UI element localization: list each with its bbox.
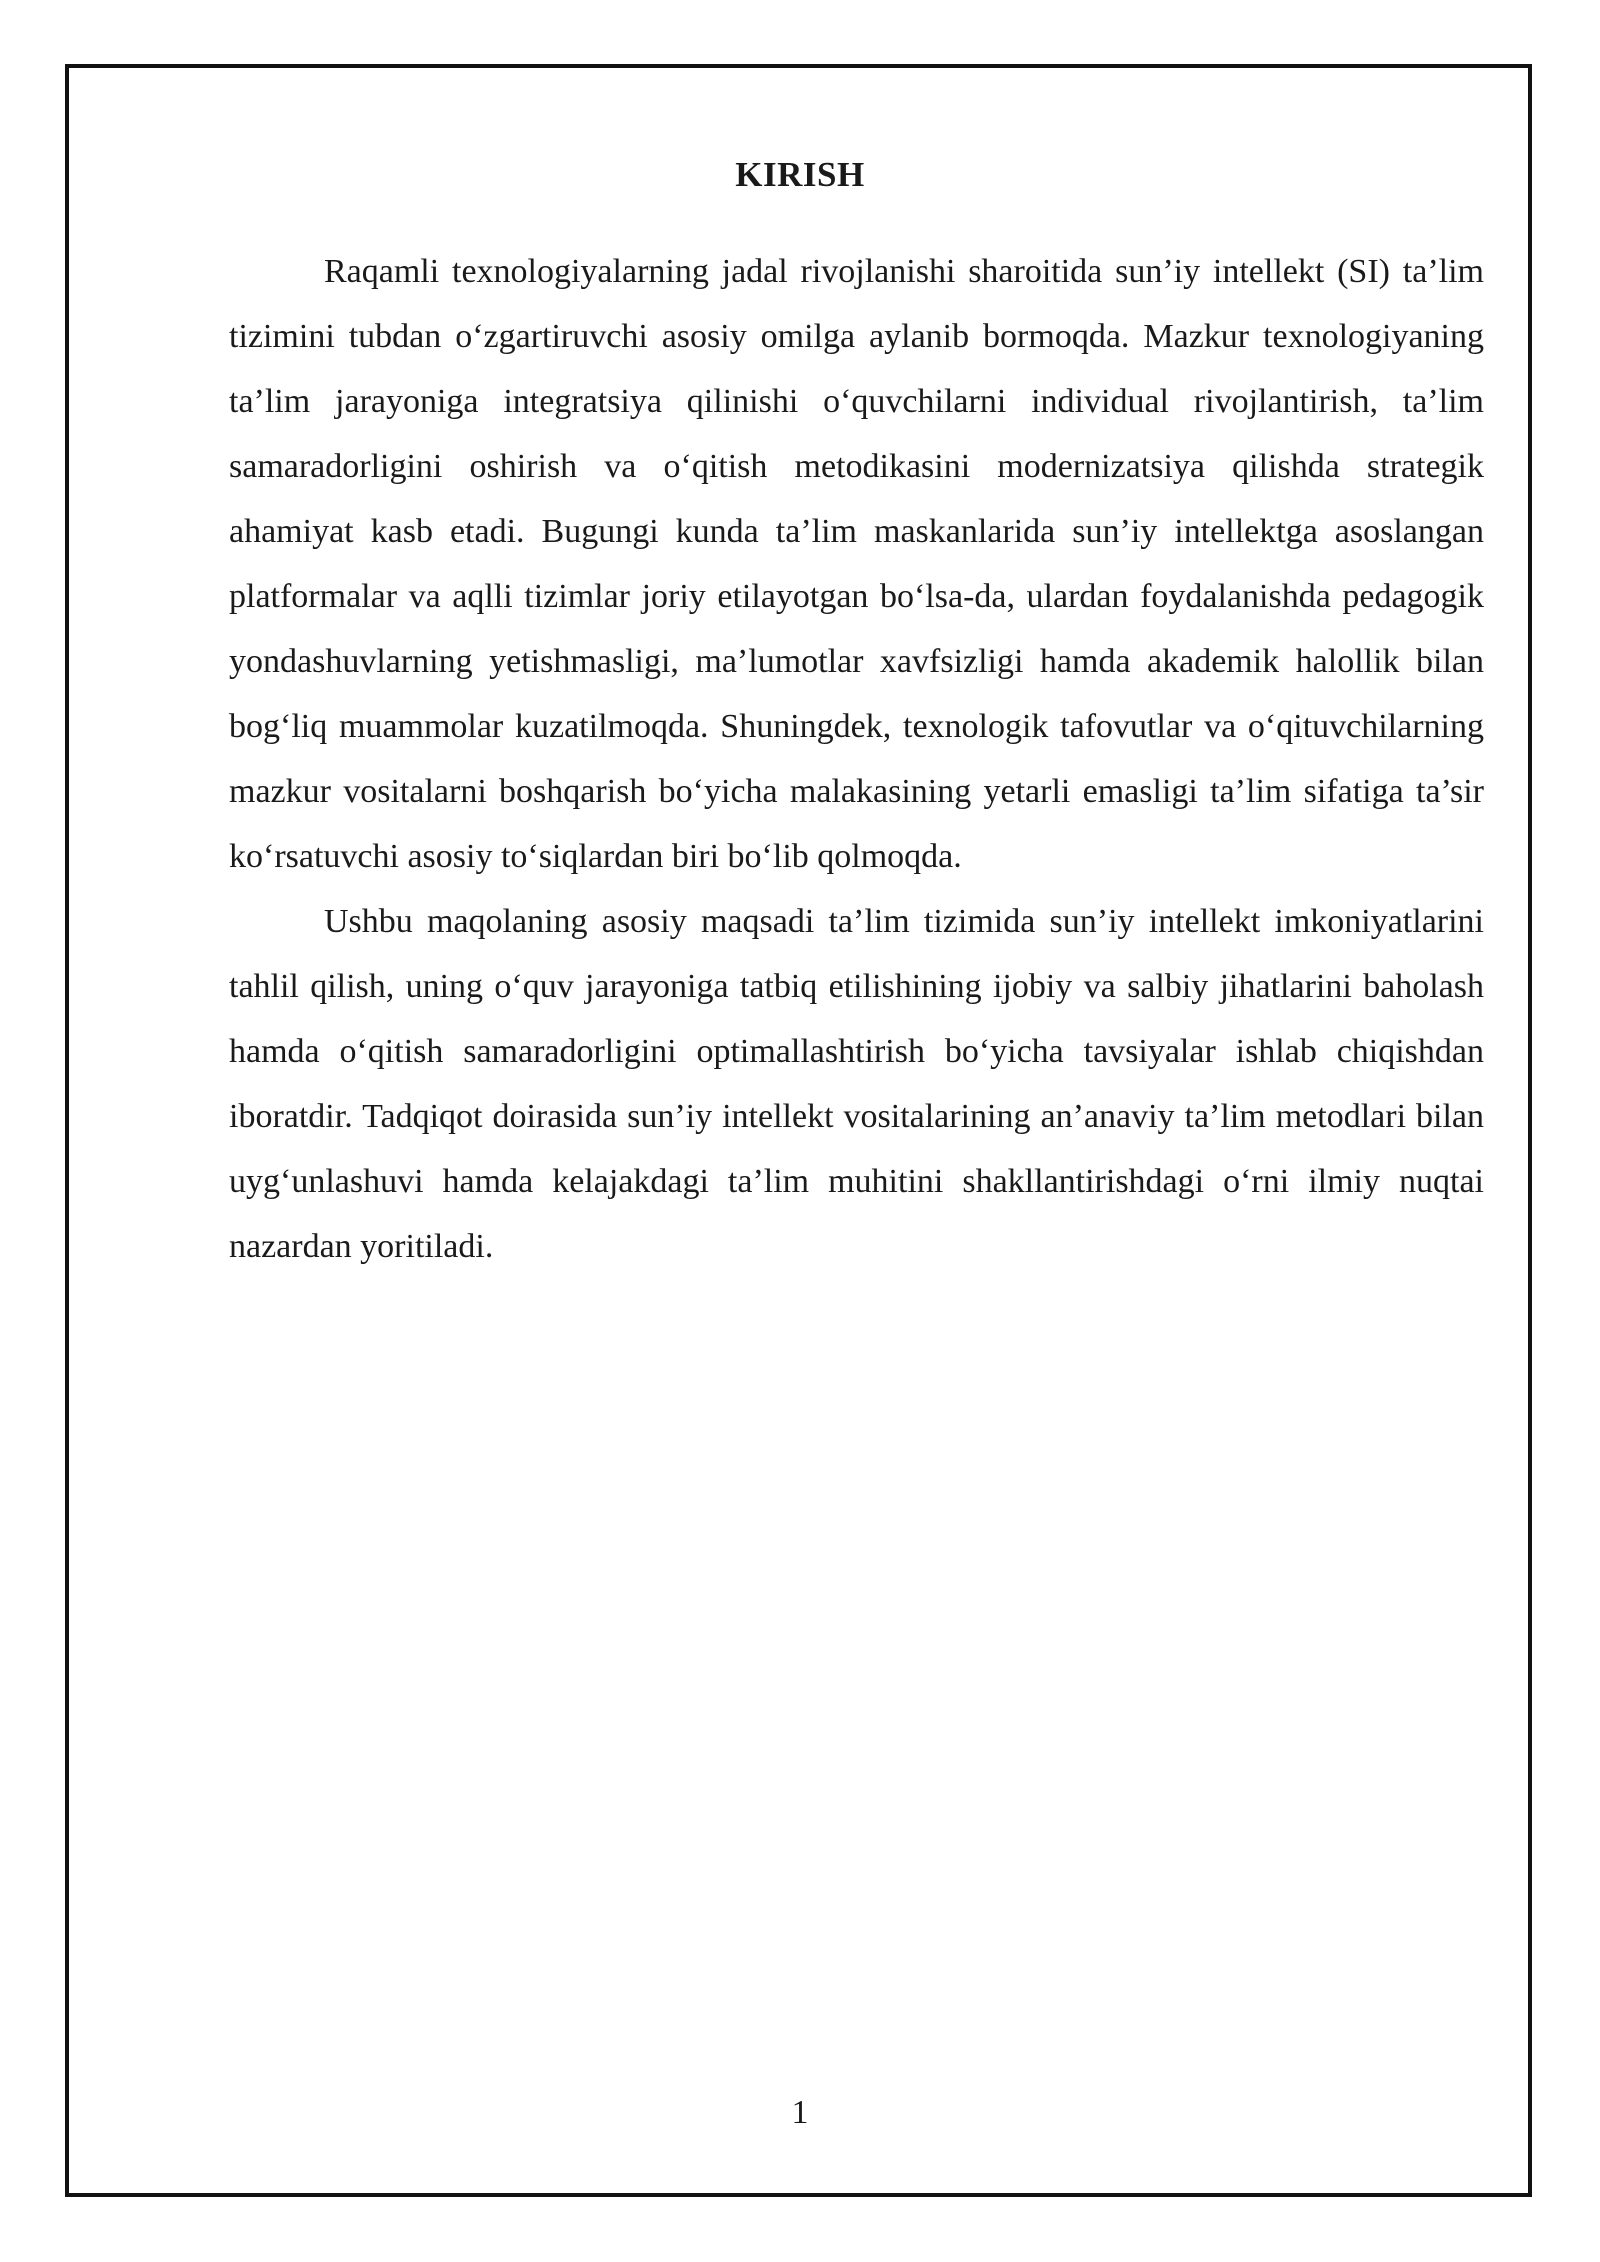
section-heading: KIRISH — [735, 155, 865, 194]
page-number: 1 — [791, 2094, 809, 2131]
body-text — [229, 239, 1484, 1279]
paragraph-1: Raqamli texnologiyalarning jadal rivojlanishi sharoitida sun’iy intellekt (SI) ta’lim tizimini tubdan o‘zgartiruvchi asosiy omilga aylanib bormoqda. Mazkur texnologiyaning ta’lim jarayoniga integratsiya qilinishi o‘quvchilarni individual rivojlantirish, ta’lim samaradorligini oshirish va o‘qitish metodikasini modernizatsiya qilishda strategik ahamiyat kasb etadi. Bugungi kunda ta’lim maskanlarida sun’iy intellektga asoslangan platformalar va aqlli tizimlar joriy etilayotgan bo‘lsa-da, ulardan foydalanishda pedagogik yondashuvlarning yetishmasligi, ma’lumotlar xavfsizligi hamda akademik halollik bilan bog‘liq muammolar kuzatilmoqda. Shuningdek, texnologik tafovutlar va o‘qituvchilarning mazkur vositalarni boshqarish bo‘yicha malakasining yetarli emasligi ta’lim sifatiga ta’sir ko‘rsatuvchi asosiy to‘siqlardan biri bo‘lib qolmoqda. — [229, 253, 1484, 875]
paragraph-2: Ushbu maqolaning asosiy maqsadi ta’lim tizimida sun’iy intellekt imkoniyatlarini tahlil qilish, uning o‘quv jarayoniga tatbiq etilishining ijobiy va salbiy jihatlarini baholash hamda o‘qitish samaradorligini optimallashtirish bo‘yicha tavsiyalar ishlab chiqishdan iboratdir. Tadqiqot doirasida sun’iy intellekt vositalarining an’anaviy ta’lim metodlari bilan uyg‘unlashuvi hamda kelajakdagi ta’lim muhitini shakllantirishdagi o‘rni ilmiy nuqtai nazardan yoritiladi. — [229, 903, 1484, 1265]
